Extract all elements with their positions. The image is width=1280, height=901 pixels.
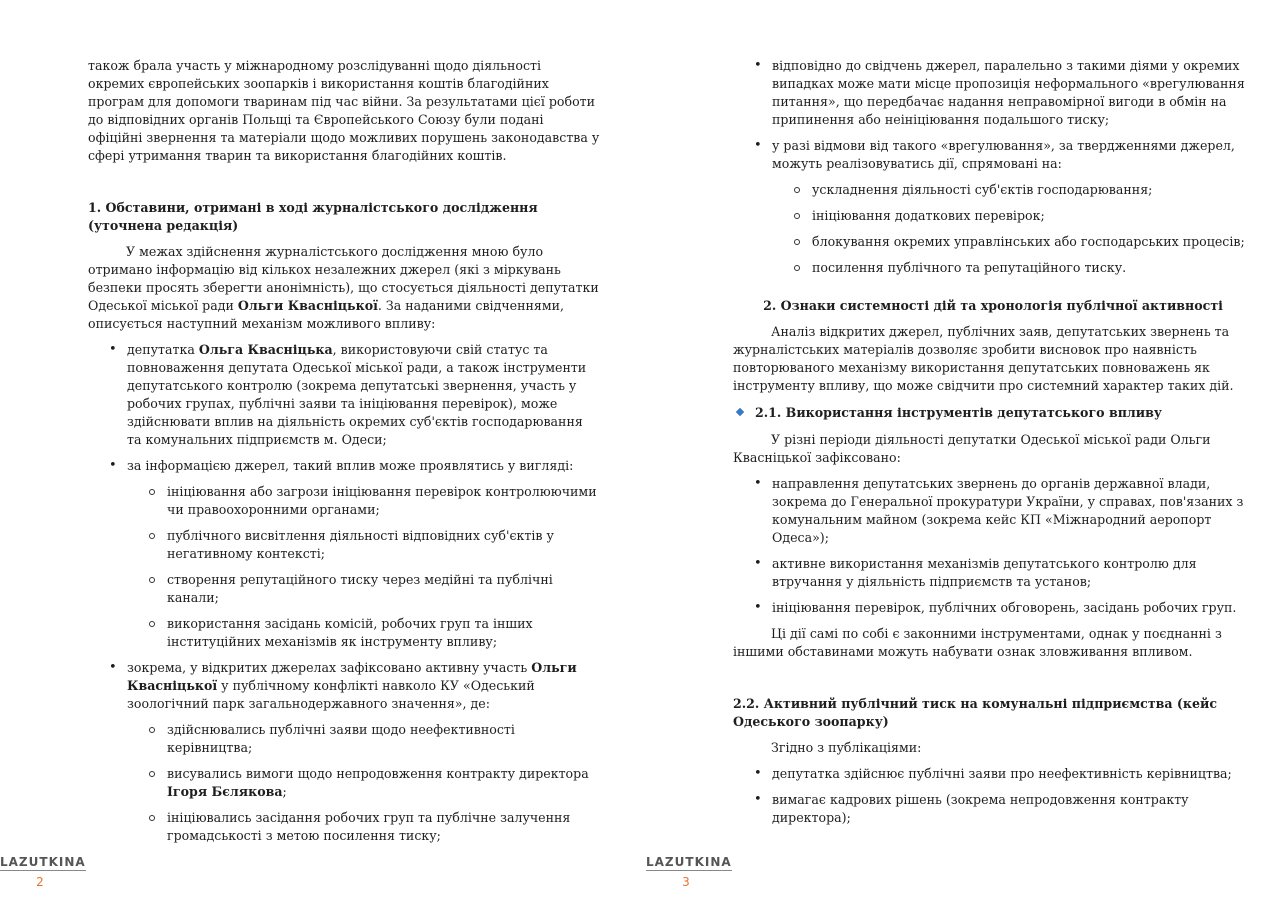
sub-list: [127, 721, 600, 845]
intro-paragraph: також брала участь у міжнародному розслідуванні щодо діяльності окремих європейських зоопарків і використання коштів благодійних програм для допомоги тваринам під час війни. За результатами цієї роботи до відповідних органів Польщі та Європейського Союзу були подані офіційні звернення та матеріали щодо можливих порушень законодавства у сфері утримання тварин та використання благодійних коштів.: [88, 58, 600, 163]
diamond-bullet-icon: [736, 408, 744, 416]
footer-logo: [0, 851, 86, 889]
brand-logo: LAZUTKINA: [646, 855, 732, 869]
section-2-2-heading: 2.2. Активний публічний тиск на комунальні підприємства (кейс Одеського зоопарку): [733, 696, 1218, 729]
section-2-2-intro: Згідно з публікаціями:: [771, 740, 922, 755]
list-item: • депутатка Ольга Квасніцька, використовуючи свій статус та повноваження депутата Одеської міської ради, а також інструменти депутатського контролю (зокрема депутатські звернення, участь у робочих групах, публічні заяви та ініціювання перевірок), може здійснювати вплив на діяльність окремих суб'єктів господарювання та комунальних підприємств м. Одеси;: [127, 341, 600, 449]
sub-list-item: ініціювання додаткових перевірок;: [812, 207, 1253, 225]
continued-list: [733, 57, 1253, 277]
section-2-1-conclusion: Ці дії самі по собі є законними інструментами, однак у поєднанні з іншими обставинами можуть набувати ознак зловживання впливом.: [733, 626, 1222, 659]
section-1-list: [88, 341, 600, 845]
sub-list-item: здійснювались публічні заяви щодо неефективності керівництва;: [167, 721, 600, 757]
sub-list-item: посилення публічного та репутаційного тиску.: [812, 259, 1253, 277]
sub-list-item: публічного висвітлення діяльності відповідних суб'єктів у негативному контексті;: [167, 527, 600, 563]
sub-list: [127, 483, 600, 651]
page-3: [640, 0, 1280, 901]
list-item: • активне використання механізмів депутатського контролю для втручання у діяльність підприємств та установ;: [772, 555, 1253, 591]
sub-list-item: ініціювались засідання робочих груп та публічне залучення громадськості з метою посилення тиску;: [167, 809, 600, 845]
section-2-intro: Аналіз відкритих джерел, публічних заяв, депутатських звернень та журналістських матеріалів дозволяє зробити висновок про наявність повторюваного механізму використання депутатських повноважень як інструменту впливу, що може свідчити про системний характер таких дій.: [733, 324, 1234, 393]
footer-logo: [646, 851, 732, 889]
sub-list-item: блокування окремих управлінських або господарських процесів;: [812, 233, 1253, 251]
list-item: • зокрема, у відкритих джерелах зафіксовано активну участь Ольги Квасніцької у публічному конфлікті навколо КУ «Одеський зоологічний парк загальнодержавного значення», де: здійснювались публічні заяви щодо неефективності керівництва; висувались вимоги щодо непродовження контракту директора Ігоря Бєлякова; ініціювались засідання робочих груп та публічне залучення громадськості з метою посилення тиску;: [127, 659, 600, 845]
sub-list: [772, 181, 1253, 277]
list-item: • ініціювання перевірок, публічних обговорень, засідань робочих груп.: [772, 599, 1253, 617]
page-3-content: [733, 57, 1253, 835]
section-1-intro: У межах здійснення журналістського дослідження мною було отримано інформацію від кількох незалежних джерел (які з міркувань безпеки просять зберегти анонімність), що стосується діяльності депутатки Одеської міської ради Ольги Квасніцької. За наданими свідченнями, описується наступний механізм можливого впливу:: [88, 244, 599, 331]
list-item: • направлення депутатських звернень до органів державної влади, зокрема до Генеральної прокуратури України, у справах, пов'язаних з комунальним майном (зокрема кейс КП «Міжнародний аеропорт Одеса»);: [772, 475, 1253, 547]
sub-list-item: створення репутаційного тиску через медійні та публічні канали;: [167, 571, 600, 607]
section-1-heading: 1. Обставини, отримані в ході журналістського дослідження (уточнена редакція): [88, 200, 538, 233]
page-number: 2: [36, 875, 44, 889]
sub-list-item: ускладнення діяльності суб'єктів господарювання;: [812, 181, 1253, 199]
deputy-name: Ольги Квасніцької: [237, 298, 378, 313]
section-2-2-list: [733, 765, 1253, 827]
sub-list-item: використання засідань комісій, робочих груп та інших інституційних механізмів як інструменту впливу;: [167, 615, 600, 651]
section-2-heading: 2. Ознаки системності дій та хронологія публічної активності: [763, 298, 1223, 313]
section-2-1-intro: У різні періоди діяльності депутатки Одеської міської ради Ольги Квасніцької зафіксовано:: [733, 432, 1211, 465]
list-item: • вимагає кадрових рішень (зокрема непродовження контракту директора);: [772, 791, 1253, 827]
sub-list-item: висувались вимоги щодо непродовження контракту директора Ігоря Бєлякова;: [167, 765, 600, 801]
list-item: • відповідно до свідчень джерел, паралельно з такими діями у окремих випадках може мати місце пропозиція неформального «врегулювання питання», що передбачає надання неправомірної вигоди в обмін на припинення або неініціювання подальшого тиску;: [772, 57, 1253, 129]
brand-logo: LAZUTKINA: [0, 855, 86, 869]
page-2-content: [88, 57, 600, 853]
page-number: 3: [682, 875, 690, 889]
list-item: • депутатка здійснює публічні заяви про неефективність керівництва;: [772, 765, 1253, 783]
section-2-1-heading: 2.1. Використання інструментів депутатського впливу: [733, 404, 1253, 422]
sub-list-item: ініціювання або загрози ініціювання перевірок контролюючими чи правоохоронними органами;: [167, 483, 600, 519]
list-item: • за інформацією джерел, такий вплив може проявлятись у вигляді: ініціювання або загрози ініціювання перевірок контролюючими чи правоохоронними органами; публічного висвітлення діяльності відповідних суб'єктів у негативному контексті; створення репутаційного тиску через медійні та публічні канали; використання засідань комісій, робочих груп та інших інституційних механізмів як інструменту впливу;: [127, 457, 600, 651]
list-item: • у разі відмови від такого «врегулювання», за твердженнями джерел, можуть реалізовуватись дії, спрямовані на: ускладнення діяльності суб'єктів господарювання; ініціювання додаткових перевірок; блокування окремих управлінських або господарських процесів; посилення публічного та репутаційного тиску.: [772, 137, 1253, 277]
section-2-1-list: [733, 475, 1253, 617]
